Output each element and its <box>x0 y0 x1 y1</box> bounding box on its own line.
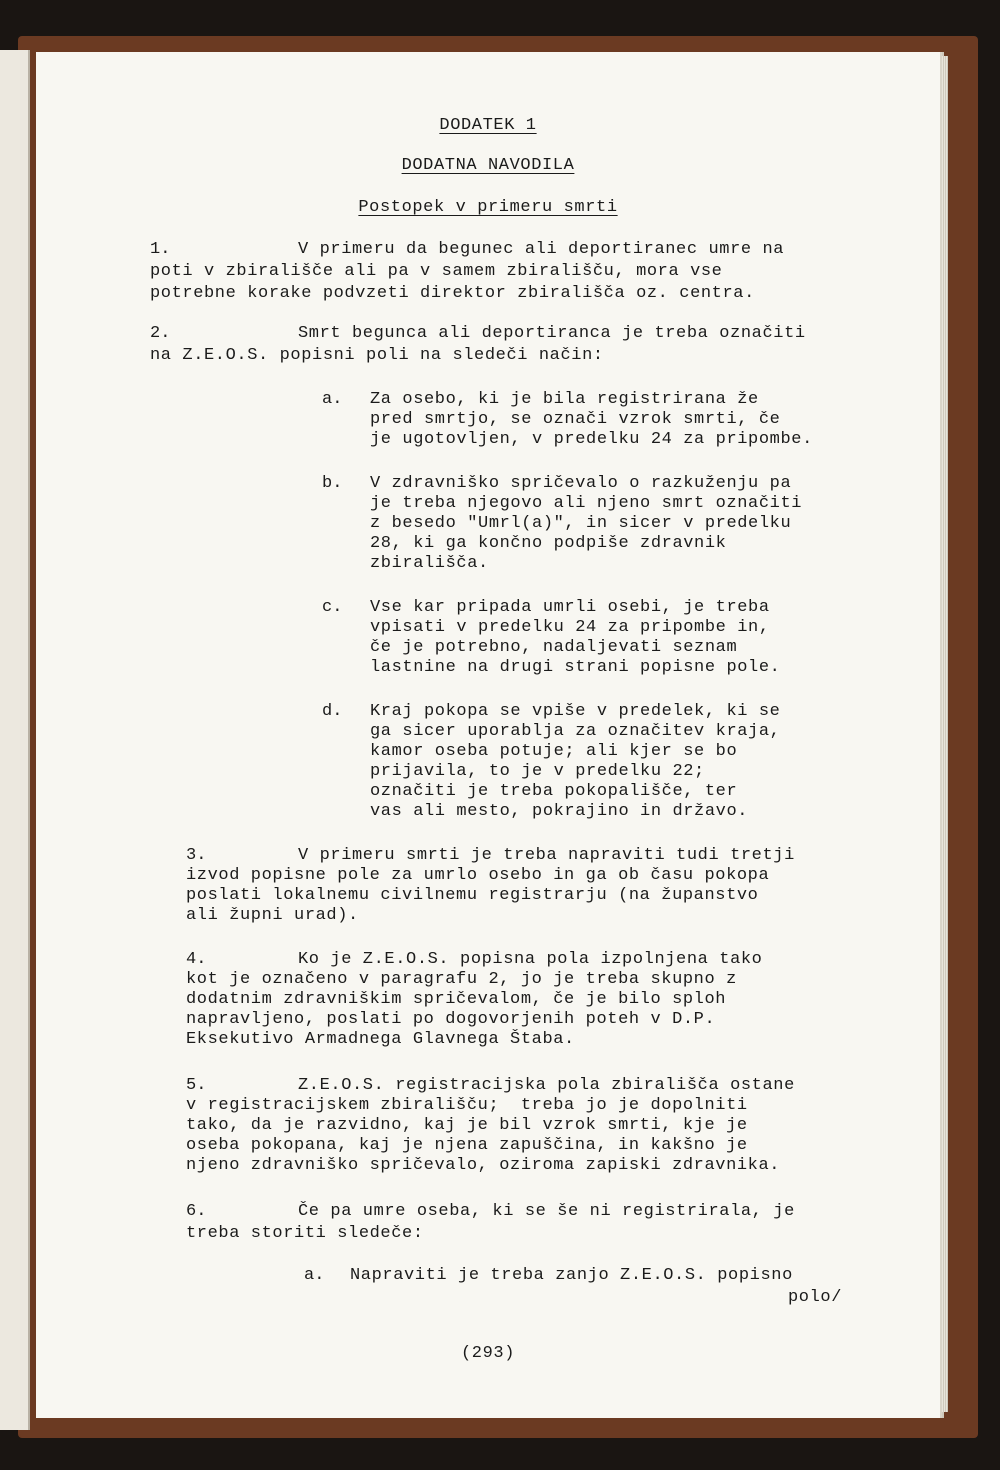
paragraph-5-line-1: Z.E.O.S. registracijska pola zbirališča ostane <box>298 1076 795 1095</box>
item-d-label: d. <box>322 702 343 721</box>
paragraph-2-number: 2. <box>150 324 171 343</box>
paragraph-3-line-3: poslati lokalnemu civilnemu registrarju (na županstvo <box>186 886 759 905</box>
item-d-line-2: ga sicer uporablja za označitev kraja, <box>370 722 781 741</box>
item-c-line-2: vpisati v predelku 24 za pripombe in, <box>370 618 770 637</box>
paragraph-2-line-2: na Z.E.O.S. popisni poli na sledeči način: <box>150 346 604 365</box>
item-a-line-1: Za osebo, ki je bila registrirana že <box>370 390 759 409</box>
item-d-line-3: kamor oseba potuje; ali kjer se bo <box>370 742 738 761</box>
item-c-label: c. <box>322 598 343 617</box>
item-b-line-3: z besedo "Umrl(a)", in sicer v predelku <box>370 514 792 533</box>
item-a2-label: a. <box>304 1266 325 1285</box>
paragraph-5-line-4: oseba pokopana, kaj je njena zapuščina, in kakšno je <box>186 1136 748 1155</box>
document-page <box>36 52 940 1418</box>
item-a-line-3: je ugotovljen, v predelku 24 za pripombe. <box>370 430 813 449</box>
item-a-line-2: pred smrtjo, se označi vzrok smrti, če <box>370 410 781 429</box>
paragraph-5-number: 5. <box>186 1076 207 1095</box>
item-d-line-6: vas ali mesto, pokrajino in državo. <box>370 802 749 821</box>
paragraph-4-line-3: dodatnim zdravniškim spričevalom, če je bilo sploh <box>186 990 727 1009</box>
item-a2-line-2: polo/ <box>788 1288 843 1307</box>
paragraph-3-line-2: izvod popisne pole za umrlo osebo in ga ob času pokopa <box>186 866 770 885</box>
item-b-label: b. <box>322 474 343 493</box>
procedure-heading: Postopek v primeru smrti <box>358 198 618 217</box>
paragraph-5-line-3: tako, da je razvidno, kaj je bil vzrok smrti, kje je <box>186 1116 748 1135</box>
left-page-edge <box>0 50 30 1430</box>
item-b-line-5: zbirališča. <box>370 554 489 573</box>
paragraph-4-number: 4. <box>186 950 207 969</box>
instructions-heading: DODATNA NAVODILA <box>401 156 575 175</box>
paragraph-3-line-4: ali župni urad). <box>186 906 359 925</box>
paragraph-1-number: 1. <box>150 240 171 259</box>
appendix-heading: DODATEK 1 <box>439 116 537 135</box>
item-b-line-4: 28, ki ga končno podpiše zdravnik <box>370 534 727 553</box>
paragraph-1-line-2: poti v zbirališče ali pa v samem zbirališču, mora vse <box>150 262 723 281</box>
paragraph-4-line-4: napravljeno, poslati po dogovorjenih poteh v D.P. <box>186 1010 716 1029</box>
page-number: (293) <box>460 1344 515 1363</box>
paragraph-1-line-3: potrebne korake podvzeti direktor zbirališča oz. centra. <box>150 284 755 303</box>
paragraph-6-line-1: Če pa umre oseba, ki se še ni registrirala, je <box>298 1202 795 1221</box>
item-c-line-1: Vse kar pripada umrli osebi, je treba <box>370 598 770 617</box>
paragraph-6-line-2: treba storiti sledeče: <box>186 1224 424 1243</box>
item-a-label: a. <box>322 390 343 409</box>
paragraph-1-line-1: V primeru da begunec ali deportiranec umre na <box>298 240 785 259</box>
page-stack-edge <box>942 56 948 1412</box>
paragraph-6-number: 6. <box>186 1202 207 1221</box>
paragraph-5-line-5: njeno zdravniško spričevalo, oziroma zapiski zdravnika. <box>186 1156 781 1175</box>
item-c-line-3: če je potrebno, nadaljevati seznam <box>370 638 738 657</box>
item-d-line-4: prijavila, to je v predelku 22; <box>370 762 705 781</box>
item-b-line-1: V zdravniško spričevalo o razkuženju pa <box>370 474 792 493</box>
item-b-line-2: je treba njegovo ali njeno smrt označiti <box>370 494 803 513</box>
paragraph-4-line-5: Eksekutivo Armadnega Glavnega Štaba. <box>186 1030 575 1049</box>
paragraph-4-line-1: Ko je Z.E.O.S. popisna pola izpolnjena tako <box>298 950 763 969</box>
item-d-line-5: označiti je treba pokopališče, ter <box>370 782 738 801</box>
item-c-line-4: lastnine na drugi strani popisne pole. <box>370 658 781 677</box>
item-a2-line-1: Napraviti je treba zanjo Z.E.O.S. popisno <box>350 1266 793 1285</box>
paragraph-5-line-2: v registracijskem zbirališču; treba jo je dopolniti <box>186 1096 748 1115</box>
paragraph-4-line-2: kot je označeno v paragrafu 2, jo je treba skupno z <box>186 970 737 989</box>
paragraph-3-line-1: V primeru smrti je treba napraviti tudi tretji <box>298 846 795 865</box>
item-d-line-1: Kraj pokopa se vpiše v predelek, ki se <box>370 702 781 721</box>
paragraph-2-line-1: Smrt begunca ali deportiranca je treba označiti <box>298 324 806 343</box>
paragraph-3-number: 3. <box>186 846 207 865</box>
